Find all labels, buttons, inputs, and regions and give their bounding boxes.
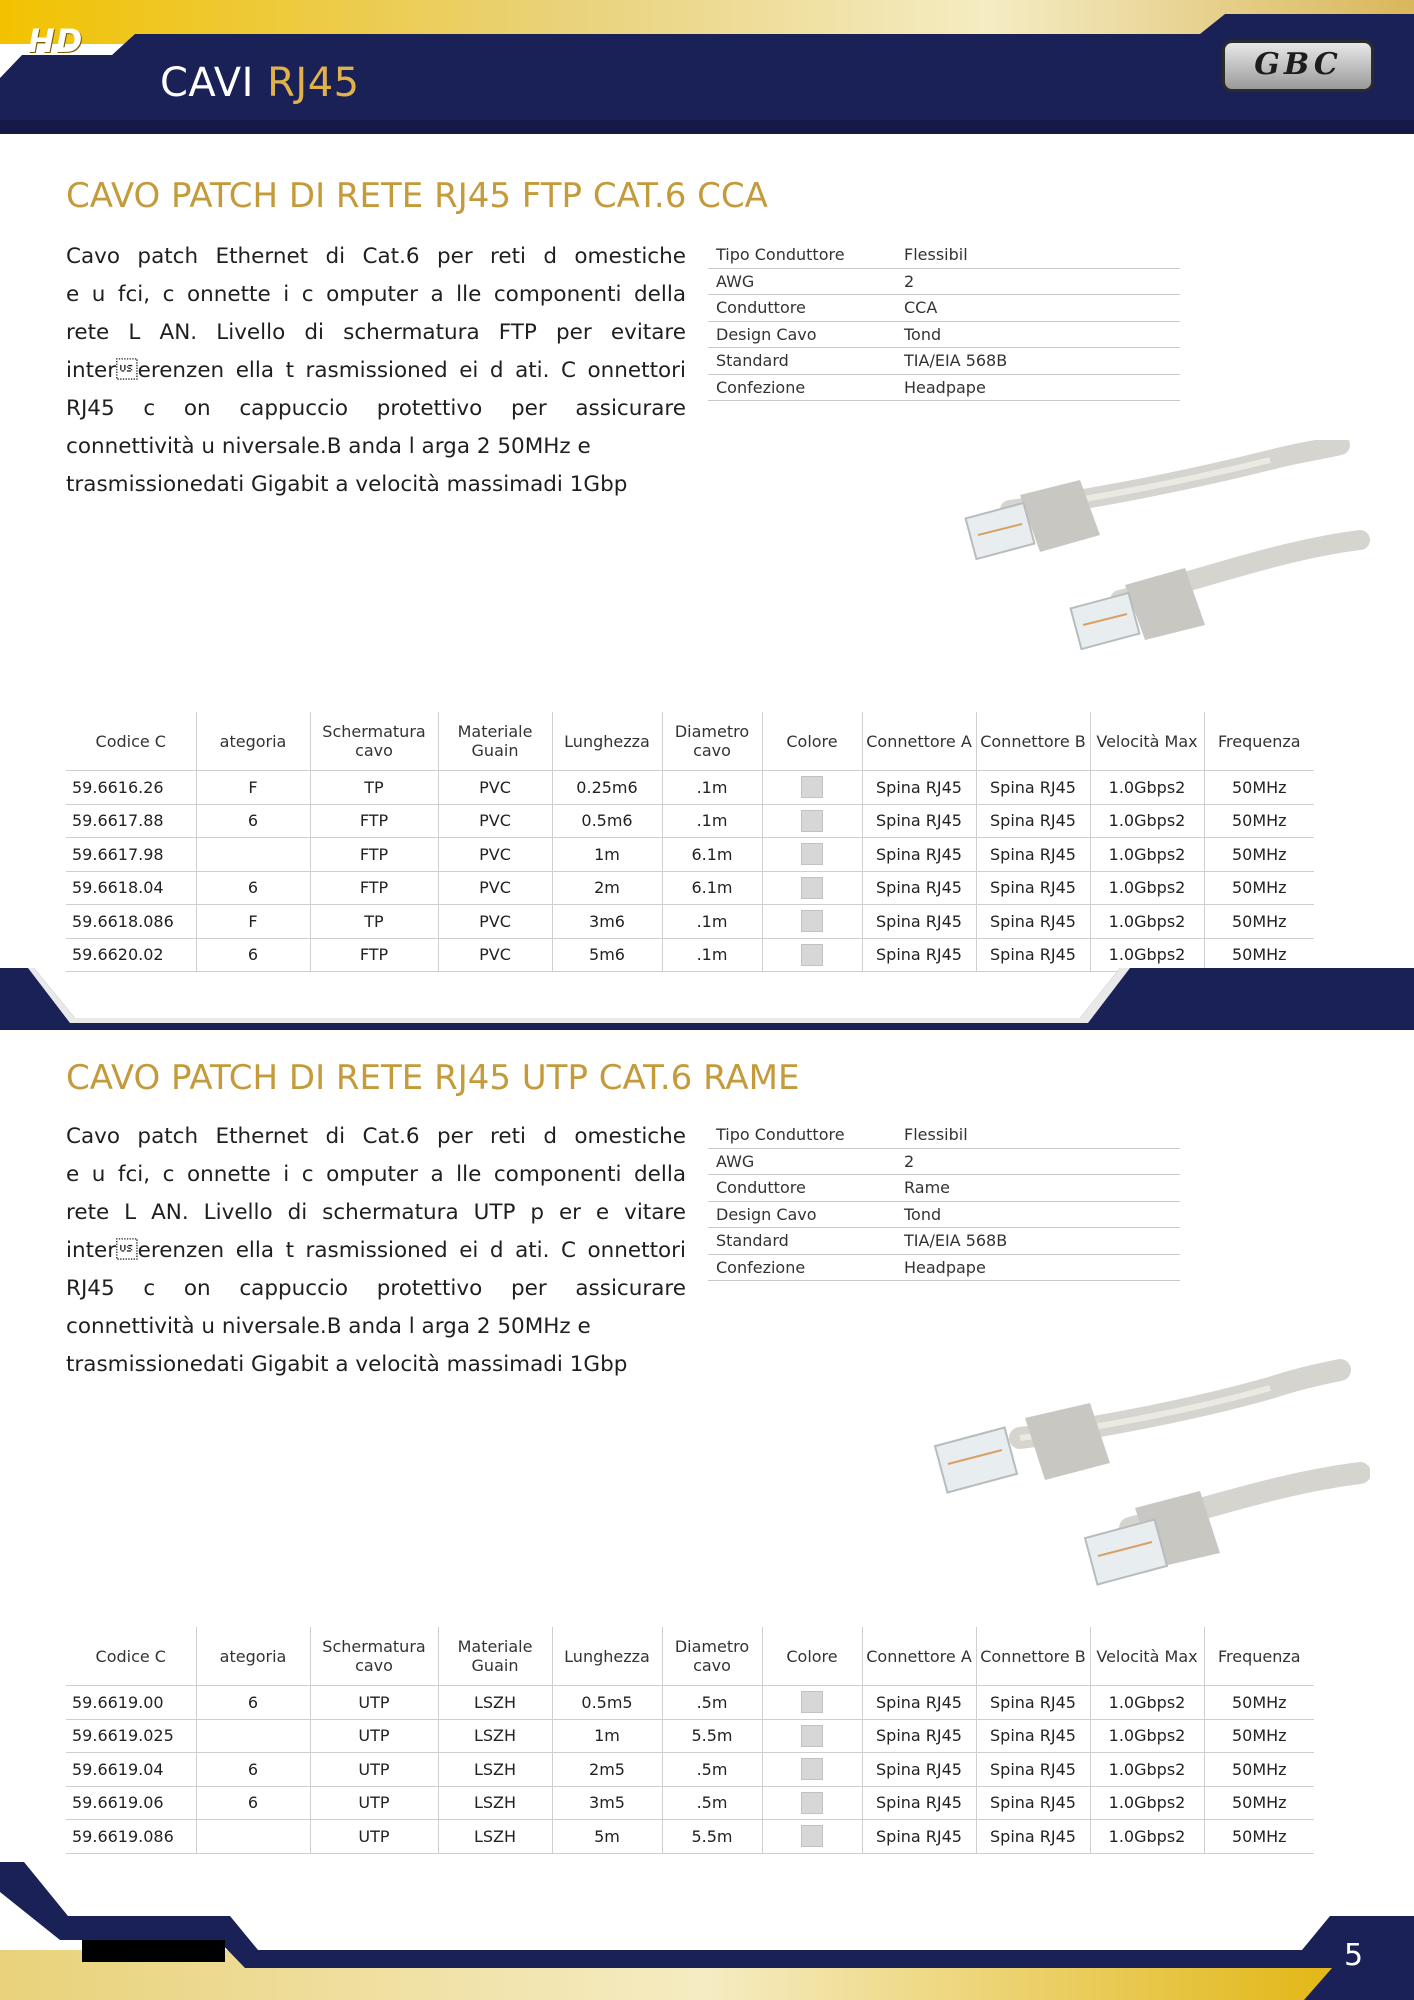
color-swatch — [801, 1691, 823, 1713]
ethernet-cable-image — [930, 1358, 1370, 1598]
spec-label: Tipo Conduttore — [708, 242, 896, 268]
table-cell: Spina RJ45 — [976, 804, 1090, 838]
table-cell: Spina RJ45 — [976, 1753, 1090, 1787]
column-header: Velocità Max — [1090, 1627, 1204, 1686]
description-line: RJ45 c on cappuccio protettivo per assicurare — [66, 1276, 686, 1301]
table-cell: Spina RJ45 — [862, 1719, 976, 1753]
column-header: Colore — [762, 1627, 862, 1686]
column-header: Diametro cavo — [662, 712, 762, 771]
table-cell: UTP — [310, 1719, 438, 1753]
spec-label: Confezione — [708, 374, 896, 401]
description-line: e u fci, c onnette i c omputer a lle componenti della — [66, 282, 686, 307]
description-line: trasmissionedati Gigabit a velocità massimadi 1Gbp — [66, 472, 628, 497]
color-swatch — [801, 1758, 823, 1780]
product-code-cell: 59.6618.086 — [66, 905, 196, 939]
column-header: Colore — [762, 712, 862, 771]
table-cell: Spina RJ45 — [862, 938, 976, 972]
column-header: Frequenza — [1217, 1646, 1301, 1666]
section-1-title: CAVO PATCH DI RETE RJ45 FTP CAT.6 CCA — [66, 176, 768, 216]
table-cell: F — [196, 905, 310, 939]
table-cell: FTP — [310, 938, 438, 972]
table-cell: FTP — [310, 804, 438, 838]
column-header: ategoria — [196, 712, 310, 771]
table-row — [66, 838, 1314, 872]
product-code-cell: 59.6619.025 — [66, 1719, 196, 1753]
spec-value: Rame — [896, 1175, 1180, 1202]
table-cell: Spina RJ45 — [862, 1820, 976, 1854]
column-header: Connettore A — [862, 1627, 976, 1686]
color-swatch — [801, 843, 823, 865]
color-swatch — [801, 776, 823, 798]
product-code-cell: 59.6616.26 — [66, 771, 196, 805]
description-line: Cavo patch Ethernet di Cat.6 per reti d omestiche — [66, 244, 686, 269]
ethernet-cable-image — [950, 440, 1370, 660]
table-cell: 2m5 — [552, 1753, 662, 1787]
section-divider-band — [0, 968, 1414, 1030]
spec-label: Tipo Conduttore — [708, 1122, 896, 1148]
table-cell: 3m6 — [552, 905, 662, 939]
spec-value: Flessibil — [896, 1122, 1180, 1148]
table-cell: Spina RJ45 — [862, 804, 976, 838]
table-cell: 0.5m6 — [552, 804, 662, 838]
color-swatch — [801, 810, 823, 832]
spec-row — [708, 1122, 1180, 1148]
table-header-row — [66, 1627, 1314, 1686]
table-cell: Spina RJ45 — [862, 838, 976, 872]
table-cell: .1m — [662, 938, 762, 972]
section-2-product-table — [66, 1627, 1314, 1854]
column-header: Frequenza — [1217, 731, 1301, 751]
color-swatch — [801, 1725, 823, 1747]
section-1-spec-table — [708, 242, 1180, 401]
spec-row — [708, 242, 1180, 268]
color-swatch — [801, 1792, 823, 1814]
column-header: Schermatura cavo — [310, 1627, 438, 1686]
table-cell: Spina RJ45 — [976, 938, 1090, 972]
table-cell: 50MHz — [1204, 804, 1314, 838]
table-cell: F — [196, 771, 310, 805]
table-cell: 1m — [552, 1719, 662, 1753]
table-cell: 1.0Gbps2 — [1090, 1719, 1204, 1753]
column-header: Schermatura cavo — [310, 712, 438, 771]
spec-label: AWG — [708, 268, 896, 295]
table-cell: TP — [310, 905, 438, 939]
description-line: connettività u niversale.B anda l arga 2 50MHz e — [66, 1314, 591, 1339]
description-line: inter erenzen ella t rasmissioned ei d ati. C onnettori — [66, 1238, 686, 1263]
description-line: Cavo patch Ethernet di Cat.6 per reti d omestiche — [66, 1124, 686, 1149]
description-line: e u fci, c onnette i c omputer a lle componenti della — [66, 1162, 686, 1187]
spec-value: Tond — [896, 321, 1180, 348]
spec-row — [708, 374, 1180, 401]
table-cell: Spina RJ45 — [976, 838, 1090, 872]
column-header: ategoria — [196, 1627, 310, 1686]
table-row — [66, 1686, 1314, 1720]
column-header: Connettore A — [862, 712, 976, 771]
table-cell — [196, 1820, 310, 1854]
spec-label: Confezione — [708, 1254, 896, 1281]
product-code-cell: 59.6619.00 — [66, 1686, 196, 1720]
table-cell: LSZH — [438, 1786, 552, 1820]
table-cell: 50MHz — [1204, 905, 1314, 939]
hd-logo: HD — [28, 22, 84, 60]
table-body — [66, 771, 1314, 972]
table-cell: 6 — [196, 1686, 310, 1720]
table-row — [66, 905, 1314, 939]
description-line: inter erenzen ella t rasmissioned ei d ati. C onnettori — [66, 358, 686, 383]
spec-value: TIA/EIA 568B — [896, 348, 1180, 375]
table-cell: 1.0Gbps2 — [1090, 871, 1204, 905]
table-cell: 5m6 — [552, 938, 662, 972]
table-cell: UTP — [310, 1786, 438, 1820]
color-cell — [762, 804, 862, 838]
table-cell: 50MHz — [1204, 1820, 1314, 1854]
spec-row — [708, 321, 1180, 348]
table-cell: UTP — [310, 1753, 438, 1787]
spec-value: CCA — [896, 295, 1180, 322]
table-row — [66, 938, 1314, 972]
table-cell: 5.5m — [662, 1820, 762, 1854]
color-cell — [762, 1786, 862, 1820]
table-cell: 6 — [196, 1753, 310, 1787]
color-cell — [762, 1686, 862, 1720]
color-swatch — [801, 877, 823, 899]
table-cell: 2m — [552, 871, 662, 905]
table-cell: 1.0Gbps2 — [1090, 771, 1204, 805]
table-cell: .1m — [662, 804, 762, 838]
table-row — [66, 804, 1314, 838]
table-cell: PVC — [438, 771, 552, 805]
column-header: Lunghezza — [552, 712, 662, 771]
color-cell — [762, 938, 862, 972]
table-cell: 50MHz — [1204, 1786, 1314, 1820]
spec-label: Conduttore — [708, 1175, 896, 1202]
table-cell: 50MHz — [1204, 938, 1314, 972]
table-cell: Spina RJ45 — [976, 1820, 1090, 1854]
spec-label: Standard — [708, 348, 896, 375]
color-cell — [762, 771, 862, 805]
spec-row — [708, 1254, 1180, 1281]
table-cell: 1m — [552, 838, 662, 872]
table-row — [66, 1820, 1314, 1854]
spec-row — [708, 1228, 1180, 1255]
product-code-cell: 59.6620.02 — [66, 938, 196, 972]
table-row — [66, 1786, 1314, 1820]
spec-label: AWG — [708, 1148, 896, 1175]
page-title-main: CAVI — [160, 60, 254, 106]
description-line: connettività u niversale.B anda l arga 2 50MHz e — [66, 434, 591, 459]
spec-value: 2 — [896, 268, 1180, 295]
spec-label: Design Cavo — [708, 321, 896, 348]
table-cell: Spina RJ45 — [862, 871, 976, 905]
product-code-cell: 59.6619.086 — [66, 1820, 196, 1854]
spec-value: 2 — [896, 1148, 1180, 1175]
table-cell: 5.5m — [662, 1719, 762, 1753]
table-cell: PVC — [438, 871, 552, 905]
table-cell: TP — [310, 771, 438, 805]
spec-label: Standard — [708, 1228, 896, 1255]
color-cell — [762, 1820, 862, 1854]
table-cell: 1.0Gbps2 — [1090, 1786, 1204, 1820]
page-title-accent: RJ45 — [267, 60, 360, 106]
product-code-cell: 59.6619.06 — [66, 1786, 196, 1820]
table-cell: PVC — [438, 804, 552, 838]
section-2-spec-table — [708, 1122, 1180, 1281]
table-cell: .1m — [662, 905, 762, 939]
table-cell: LSZH — [438, 1719, 552, 1753]
spec-value: Tond — [896, 1201, 1180, 1228]
column-header: Connettore B — [976, 712, 1090, 771]
table-cell: 0.25m6 — [552, 771, 662, 805]
table-cell: 50MHz — [1204, 771, 1314, 805]
table-cell: 0.5m5 — [552, 1686, 662, 1720]
table-row — [66, 1753, 1314, 1787]
column-header: Velocità Max — [1090, 712, 1204, 771]
table-cell: 6 — [196, 938, 310, 972]
table-cell: 3m5 — [552, 1786, 662, 1820]
table-cell: LSZH — [438, 1753, 552, 1787]
table-cell: 1.0Gbps2 — [1090, 804, 1204, 838]
footer-band — [0, 1862, 1414, 2000]
table-row — [66, 1719, 1314, 1753]
column-header: Lunghezza — [552, 1627, 662, 1686]
section-2-title: CAVO PATCH DI RETE RJ45 UTP CAT.6 RAME — [66, 1058, 800, 1098]
column-header: Codice C — [66, 1627, 196, 1686]
color-swatch — [801, 944, 823, 966]
description-line: rete L AN. Livello di schermatura FTP per evitare — [66, 320, 686, 345]
table-cell: 1.0Gbps2 — [1090, 905, 1204, 939]
page-number: 5 — [1344, 1938, 1364, 1973]
spec-row — [708, 1175, 1180, 1202]
table-cell: Spina RJ45 — [862, 771, 976, 805]
table-cell: 6 — [196, 804, 310, 838]
color-cell — [762, 838, 862, 872]
product-code-cell: 59.6619.04 — [66, 1753, 196, 1787]
table-cell: 6 — [196, 871, 310, 905]
column-header: Materiale Guain — [438, 1627, 552, 1686]
table-cell: Spina RJ45 — [976, 771, 1090, 805]
table-cell: Spina RJ45 — [976, 1719, 1090, 1753]
table-cell: 1.0Gbps2 — [1090, 1820, 1204, 1854]
spec-row — [708, 295, 1180, 322]
table-cell: Spina RJ45 — [862, 1686, 976, 1720]
table-cell: 1.0Gbps2 — [1090, 1753, 1204, 1787]
section-1-description — [66, 238, 686, 504]
spec-row — [708, 1201, 1180, 1228]
spec-value: Flessibil — [896, 242, 1180, 268]
spec-label: Design Cavo — [708, 1201, 896, 1228]
table-cell: 6.1m — [662, 838, 762, 872]
table-cell: 6 — [196, 1786, 310, 1820]
section-1-product-table — [66, 712, 1314, 972]
table-cell: PVC — [438, 905, 552, 939]
spec-row — [708, 1148, 1180, 1175]
product-code-cell: 59.6618.04 — [66, 871, 196, 905]
table-cell: 50MHz — [1204, 838, 1314, 872]
table-cell: Spina RJ45 — [976, 1786, 1090, 1820]
description-line: rete L AN. Livello di schermatura UTP p er e vitare — [66, 1200, 686, 1225]
spec-value: Headpape — [896, 1254, 1180, 1281]
table-body — [66, 1686, 1314, 1854]
table-cell: 50MHz — [1204, 871, 1314, 905]
table-cell: LSZH — [438, 1686, 552, 1720]
color-cell — [762, 905, 862, 939]
table-cell: 50MHz — [1204, 1753, 1314, 1787]
table-cell: Spina RJ45 — [862, 1786, 976, 1820]
spec-label: Conduttore — [708, 295, 896, 322]
table-cell: FTP — [310, 838, 438, 872]
table-cell: 50MHz — [1204, 1686, 1314, 1720]
table-cell: .5m — [662, 1686, 762, 1720]
table-cell: Spina RJ45 — [976, 1686, 1090, 1720]
table-cell: PVC — [438, 838, 552, 872]
product-code-cell: 59.6617.88 — [66, 804, 196, 838]
table-row — [66, 871, 1314, 905]
color-swatch — [801, 910, 823, 932]
table-cell: Spina RJ45 — [976, 905, 1090, 939]
column-header: Connettore B — [976, 1627, 1090, 1686]
color-cell — [762, 1719, 862, 1753]
table-cell: 1.0Gbps2 — [1090, 938, 1204, 972]
redacted-box — [82, 1940, 225, 1962]
table-cell: .1m — [662, 771, 762, 805]
product-code-cell: 59.6617.98 — [66, 838, 196, 872]
table-header-row — [66, 712, 1314, 771]
table-cell: .5m — [662, 1786, 762, 1820]
table-cell: .5m — [662, 1753, 762, 1787]
gbc-brand-logo: GBC — [1222, 40, 1374, 92]
spec-row — [708, 348, 1180, 375]
column-header: Codice C — [66, 712, 196, 771]
description-line: trasmissionedati Gigabit a velocità massimadi 1Gbp — [66, 1352, 628, 1377]
table-cell: 1.0Gbps2 — [1090, 838, 1204, 872]
table-cell: UTP — [310, 1820, 438, 1854]
color-swatch — [801, 1825, 823, 1847]
color-cell — [762, 1753, 862, 1787]
page-title — [160, 60, 360, 106]
table-cell: 50MHz — [1204, 1719, 1314, 1753]
table-cell — [196, 1719, 310, 1753]
section-2-description — [66, 1118, 686, 1384]
column-header: Diametro cavo — [662, 1627, 762, 1686]
color-cell — [762, 871, 862, 905]
table-cell — [196, 838, 310, 872]
table-cell: Spina RJ45 — [862, 905, 976, 939]
spec-value: Headpape — [896, 374, 1180, 401]
table-cell: 6.1m — [662, 871, 762, 905]
spec-value: TIA/EIA 568B — [896, 1228, 1180, 1255]
table-cell: UTP — [310, 1686, 438, 1720]
table-cell: LSZH — [438, 1820, 552, 1854]
table-row — [66, 771, 1314, 805]
table-cell: FTP — [310, 871, 438, 905]
column-header: Materiale Guain — [438, 712, 552, 771]
table-cell: Spina RJ45 — [862, 1753, 976, 1787]
description-line: RJ45 c on cappuccio protettivo per assicurare — [66, 396, 686, 421]
table-cell: 5m — [552, 1820, 662, 1854]
table-cell: PVC — [438, 938, 552, 972]
table-cell: Spina RJ45 — [976, 871, 1090, 905]
table-cell: 1.0Gbps2 — [1090, 1686, 1204, 1720]
spec-row — [708, 268, 1180, 295]
